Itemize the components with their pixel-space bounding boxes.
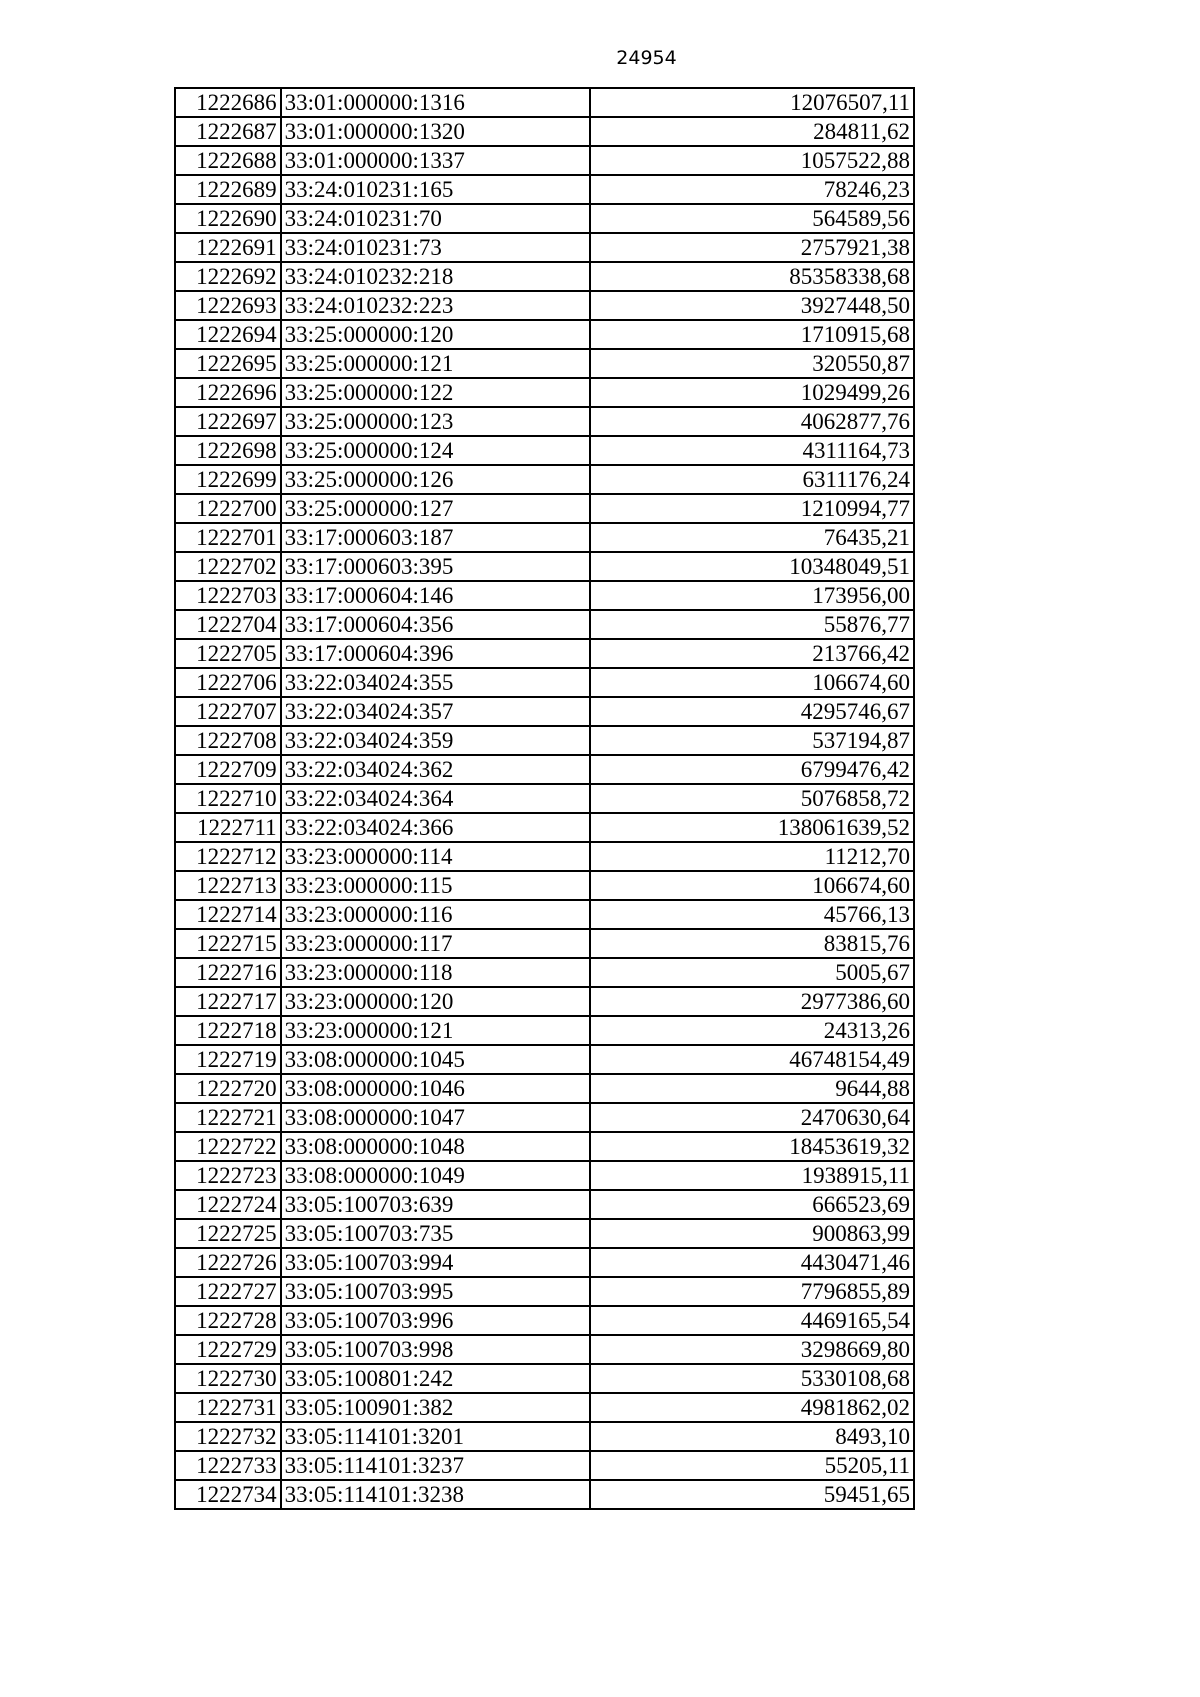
cadastral-number-cell: 33:25:000000:124	[281, 436, 591, 465]
table-row	[175, 1364, 914, 1393]
row-id-cell: 1222693	[175, 291, 281, 320]
cadastral-value-cell: 213766,42	[590, 639, 914, 668]
row-id-cell: 1222719	[175, 1045, 281, 1074]
cadastral-value-cell: 3927448,50	[590, 291, 914, 320]
cadastral-value-cell: 4469165,54	[590, 1306, 914, 1335]
cadastral-number-cell: 33:23:000000:118	[281, 958, 591, 987]
cadastral-value-cell: 1938915,11	[590, 1161, 914, 1190]
cadastral-value-cell: 2470630,64	[590, 1103, 914, 1132]
cadastral-value-cell: 4062877,76	[590, 407, 914, 436]
row-id-cell: 1222699	[175, 465, 281, 494]
cadastral-value-cell: 106674,60	[590, 871, 914, 900]
row-id-cell: 1222705	[175, 639, 281, 668]
cadastral-value-cell: 59451,65	[590, 1480, 914, 1509]
cadastral-number-cell: 33:05:114101:3238	[281, 1480, 591, 1509]
cadastral-value-cell: 4295746,67	[590, 697, 914, 726]
cadastral-value-cell: 1029499,26	[590, 378, 914, 407]
cadastral-value-cell: 11212,70	[590, 842, 914, 871]
cadastral-value-cell: 1710915,68	[590, 320, 914, 349]
cadastral-value-cell: 9644,88	[590, 1074, 914, 1103]
cadastral-number-cell: 33:22:034024:366	[281, 813, 591, 842]
cadastral-number-cell: 33:17:000604:356	[281, 610, 591, 639]
table-row	[175, 755, 914, 784]
table-row	[175, 1451, 914, 1480]
table-row	[175, 1161, 914, 1190]
table-row	[175, 1480, 914, 1509]
row-id-cell: 1222703	[175, 581, 281, 610]
cadastral-number-cell: 33:01:000000:1320	[281, 117, 591, 146]
row-id-cell: 1222698	[175, 436, 281, 465]
cadastral-number-cell: 33:22:034024:362	[281, 755, 591, 784]
table-row	[175, 175, 914, 204]
table-row	[175, 726, 914, 755]
table-row	[175, 1045, 914, 1074]
row-id-cell: 1222718	[175, 1016, 281, 1045]
table-row	[175, 436, 914, 465]
row-id-cell: 1222702	[175, 552, 281, 581]
row-id-cell: 1222714	[175, 900, 281, 929]
cadastral-number-cell: 33:24:010232:218	[281, 262, 591, 291]
table-row	[175, 871, 914, 900]
table-row	[175, 987, 914, 1016]
row-id-cell: 1222696	[175, 378, 281, 407]
row-id-cell: 1222726	[175, 1248, 281, 1277]
row-id-cell: 1222697	[175, 407, 281, 436]
cadastral-number-cell: 33:25:000000:121	[281, 349, 591, 378]
cadastral-value-cell: 284811,62	[590, 117, 914, 146]
cadastral-value-cell: 6799476,42	[590, 755, 914, 784]
table-row	[175, 233, 914, 262]
table-row	[175, 929, 914, 958]
cadastral-value-cell: 5005,67	[590, 958, 914, 987]
table-row	[175, 1306, 914, 1335]
cadastral-number-cell: 33:05:100703:735	[281, 1219, 591, 1248]
row-id-cell: 1222692	[175, 262, 281, 291]
cadastral-number-cell: 33:23:000000:114	[281, 842, 591, 871]
row-id-cell: 1222706	[175, 668, 281, 697]
row-id-cell: 1222707	[175, 697, 281, 726]
table-row	[175, 1190, 914, 1219]
cadastral-number-cell: 33:05:100703:639	[281, 1190, 591, 1219]
row-id-cell: 1222725	[175, 1219, 281, 1248]
cadastral-value-cell: 173956,00	[590, 581, 914, 610]
cadastral-value-cell: 900863,99	[590, 1219, 914, 1248]
row-id-cell: 1222731	[175, 1393, 281, 1422]
table-row	[175, 1393, 914, 1422]
cadastral-number-cell: 33:17:000603:187	[281, 523, 591, 552]
cadastral-number-cell: 33:05:100703:995	[281, 1277, 591, 1306]
cadastral-number-cell: 33:05:100703:996	[281, 1306, 591, 1335]
cadastral-value-cell: 85358338,68	[590, 262, 914, 291]
table-row	[175, 465, 914, 494]
cadastral-number-cell: 33:22:034024:364	[281, 784, 591, 813]
cadastral-value-cell: 6311176,24	[590, 465, 914, 494]
row-id-cell: 1222686	[175, 88, 281, 117]
cadastral-number-cell: 33:17:000603:395	[281, 552, 591, 581]
cadastral-value-cell: 5330108,68	[590, 1364, 914, 1393]
cadastral-number-cell: 33:25:000000:122	[281, 378, 591, 407]
table-body	[175, 88, 914, 1509]
table-row	[175, 1277, 914, 1306]
table-row	[175, 639, 914, 668]
table-row	[175, 1103, 914, 1132]
cadastral-value-cell: 76435,21	[590, 523, 914, 552]
cadastral-value-cell: 5076858,72	[590, 784, 914, 813]
cadastral-value-cell: 8493,10	[590, 1422, 914, 1451]
row-id-cell: 1222729	[175, 1335, 281, 1364]
cadastral-value-cell: 18453619,32	[590, 1132, 914, 1161]
cadastral-number-cell: 33:08:000000:1047	[281, 1103, 591, 1132]
table-row	[175, 523, 914, 552]
table-row	[175, 88, 914, 117]
cadastral-number-cell: 33:23:000000:116	[281, 900, 591, 929]
cadastral-number-cell: 33:05:100703:998	[281, 1335, 591, 1364]
row-id-cell: 1222723	[175, 1161, 281, 1190]
cadastral-number-cell: 33:01:000000:1337	[281, 146, 591, 175]
table-row	[175, 291, 914, 320]
row-id-cell: 1222701	[175, 523, 281, 552]
row-id-cell: 1222708	[175, 726, 281, 755]
cadastral-value-cell: 7796855,89	[590, 1277, 914, 1306]
row-id-cell: 1222721	[175, 1103, 281, 1132]
cadastral-value-cell: 3298669,80	[590, 1335, 914, 1364]
cadastral-number-cell: 33:25:000000:123	[281, 407, 591, 436]
cadastral-number-cell: 33:24:010231:73	[281, 233, 591, 262]
table-row	[175, 668, 914, 697]
table-row	[175, 494, 914, 523]
table-row	[175, 1016, 914, 1045]
table-row	[175, 1248, 914, 1277]
row-id-cell: 1222724	[175, 1190, 281, 1219]
cadastral-number-cell: 33:22:034024:357	[281, 697, 591, 726]
row-id-cell: 1222704	[175, 610, 281, 639]
table-row	[175, 378, 914, 407]
row-id-cell: 1222695	[175, 349, 281, 378]
cadastral-number-cell: 33:17:000604:146	[281, 581, 591, 610]
cadastral-number-cell: 33:05:100901:382	[281, 1393, 591, 1422]
cadastral-value-cell: 4430471,46	[590, 1248, 914, 1277]
cadastral-value-cell: 4311164,73	[590, 436, 914, 465]
cadastral-number-cell: 33:05:100801:242	[281, 1364, 591, 1393]
row-id-cell: 1222727	[175, 1277, 281, 1306]
table-row	[175, 1335, 914, 1364]
cadastral-value-cell: 564589,56	[590, 204, 914, 233]
row-id-cell: 1222709	[175, 755, 281, 784]
cadastral-value-cell: 45766,13	[590, 900, 914, 929]
cadastral-number-cell: 33:25:000000:127	[281, 494, 591, 523]
table-row	[175, 697, 914, 726]
cadastral-number-cell: 33:22:034024:355	[281, 668, 591, 697]
table-row	[175, 407, 914, 436]
cadastral-value-cell: 2977386,60	[590, 987, 914, 1016]
row-id-cell: 1222716	[175, 958, 281, 987]
table-row	[175, 146, 914, 175]
cadastral-value-cell: 1210994,77	[590, 494, 914, 523]
cadastral-value-cell: 320550,87	[590, 349, 914, 378]
cadastral-number-cell: 33:08:000000:1046	[281, 1074, 591, 1103]
row-id-cell: 1222690	[175, 204, 281, 233]
row-id-cell: 1222715	[175, 929, 281, 958]
row-id-cell: 1222688	[175, 146, 281, 175]
table-row	[175, 349, 914, 378]
table-row	[175, 262, 914, 291]
cadastral-number-cell: 33:25:000000:126	[281, 465, 591, 494]
row-id-cell: 1222733	[175, 1451, 281, 1480]
row-id-cell: 1222700	[175, 494, 281, 523]
table-row	[175, 900, 914, 929]
cadastral-number-cell: 33:01:000000:1316	[281, 88, 591, 117]
cadastral-value-cell: 10348049,51	[590, 552, 914, 581]
table-row	[175, 842, 914, 871]
cadastral-value-cell: 46748154,49	[590, 1045, 914, 1074]
table-row	[175, 1219, 914, 1248]
table-row	[175, 958, 914, 987]
cadastral-number-cell: 33:24:010231:165	[281, 175, 591, 204]
row-id-cell: 1222687	[175, 117, 281, 146]
row-id-cell: 1222722	[175, 1132, 281, 1161]
table-row	[175, 1132, 914, 1161]
row-id-cell: 1222710	[175, 784, 281, 813]
table-row	[175, 813, 914, 842]
cadastral-number-cell: 33:05:114101:3201	[281, 1422, 591, 1451]
cadastral-value-cell: 83815,76	[590, 929, 914, 958]
table-row	[175, 320, 914, 349]
cadastral-value-cell: 106674,60	[590, 668, 914, 697]
cadastral-number-cell: 33:23:000000:117	[281, 929, 591, 958]
cadastral-value-cell: 2757921,38	[590, 233, 914, 262]
cadastral-value-cell: 138061639,52	[590, 813, 914, 842]
cadastral-number-cell: 33:23:000000:120	[281, 987, 591, 1016]
row-id-cell: 1222720	[175, 1074, 281, 1103]
cadastral-value-cell: 1057522,88	[590, 146, 914, 175]
cadastral-number-cell: 33:23:000000:115	[281, 871, 591, 900]
cadastral-number-cell: 33:17:000604:396	[281, 639, 591, 668]
cadastral-value-cell: 24313,26	[590, 1016, 914, 1045]
row-id-cell: 1222730	[175, 1364, 281, 1393]
cadastral-number-cell: 33:22:034024:359	[281, 726, 591, 755]
cadastral-number-cell: 33:08:000000:1049	[281, 1161, 591, 1190]
cadastral-number-cell: 33:05:100703:994	[281, 1248, 591, 1277]
cadastral-number-cell: 33:08:000000:1048	[281, 1132, 591, 1161]
table-row	[175, 581, 914, 610]
table-row	[175, 204, 914, 233]
cadastral-value-cell: 55205,11	[590, 1451, 914, 1480]
table-row	[175, 1422, 914, 1451]
cadastral-number-cell: 33:08:000000:1045	[281, 1045, 591, 1074]
page-number: 24954	[616, 47, 677, 69]
table-row	[175, 552, 914, 581]
row-id-cell: 1222689	[175, 175, 281, 204]
row-id-cell: 1222713	[175, 871, 281, 900]
table-row	[175, 784, 914, 813]
cadastral-value-cell: 4981862,02	[590, 1393, 914, 1422]
table-row	[175, 1074, 914, 1103]
cadastral-number-cell: 33:23:000000:121	[281, 1016, 591, 1045]
cadastral-value-cell: 666523,69	[590, 1190, 914, 1219]
row-id-cell: 1222728	[175, 1306, 281, 1335]
cadastral-value-table	[174, 87, 915, 1510]
cadastral-number-cell: 33:24:010232:223	[281, 291, 591, 320]
cadastral-value-cell: 55876,77	[590, 610, 914, 639]
table-row	[175, 610, 914, 639]
row-id-cell: 1222711	[175, 813, 281, 842]
cadastral-value-cell: 537194,87	[590, 726, 914, 755]
row-id-cell: 1222717	[175, 987, 281, 1016]
row-id-cell: 1222694	[175, 320, 281, 349]
row-id-cell: 1222734	[175, 1480, 281, 1509]
cadastral-value-cell: 78246,23	[590, 175, 914, 204]
row-id-cell: 1222732	[175, 1422, 281, 1451]
cadastral-value-cell: 12076507,11	[590, 88, 914, 117]
row-id-cell: 1222691	[175, 233, 281, 262]
cadastral-number-cell: 33:05:114101:3237	[281, 1451, 591, 1480]
table-row	[175, 117, 914, 146]
row-id-cell: 1222712	[175, 842, 281, 871]
cadastral-number-cell: 33:24:010231:70	[281, 204, 591, 233]
cadastral-number-cell: 33:25:000000:120	[281, 320, 591, 349]
